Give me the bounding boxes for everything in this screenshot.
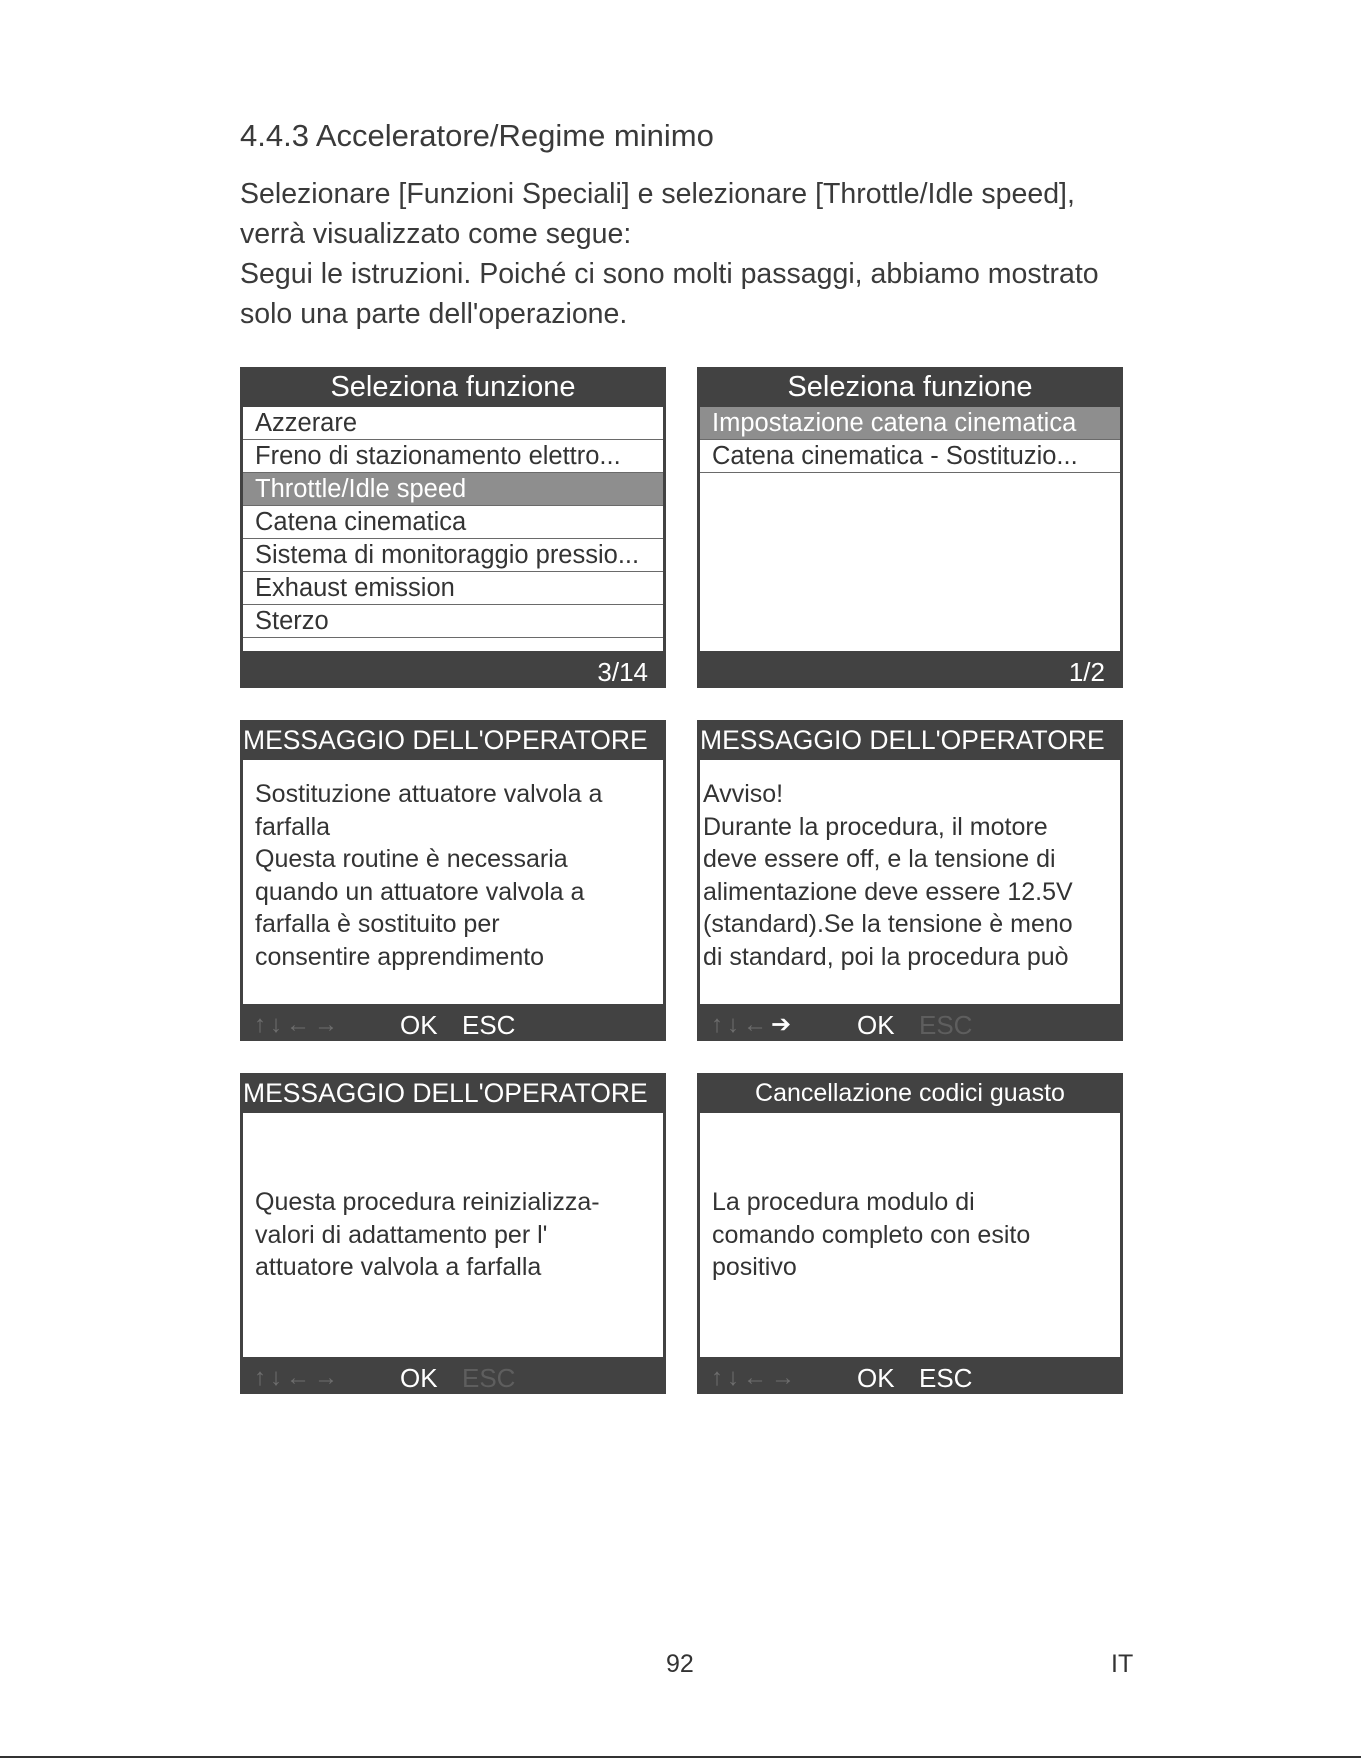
screen-title: Seleziona funzione [330,371,576,403]
list-item[interactable]: Catena cinematica - Sostituzio... [700,440,1120,473]
screen-operator-message-2 [697,720,1123,1041]
screen-title: MESSAGGIO DELL'OPERATORE [700,725,1105,755]
esc-button-disabled: ESC [919,1010,973,1040]
screen-clear-codes [697,1073,1123,1394]
screen-body [243,1113,663,1357]
screen-footer [240,1360,666,1394]
screen-operator-message-3 [240,1073,666,1394]
list-item[interactable]: Sterzo [243,605,663,638]
page-indicator: 3/14 [597,657,648,687]
list-item[interactable]: Azzerare [243,407,663,440]
list-item[interactable]: Catena cinematica [243,506,663,539]
screen-body [243,407,663,651]
esc-button[interactable]: ESC [919,1363,973,1393]
list-item-selected[interactable]: Throttle/Idle speed [243,473,663,506]
arrow-keys-dim-icon: ↑↓← [711,1011,771,1038]
list-item-selected[interactable]: Impostazione catena cinematica [700,407,1120,440]
ok-button[interactable]: OK [400,1010,438,1040]
arrow-keys-icon: ↑↓←→ [254,1011,342,1038]
page-indicator: 1/2 [1068,657,1105,687]
result-message: La procedura modulo di comando completo con esito positivo [712,1188,1031,1281]
screen-footer [697,1007,1123,1041]
arrow-keys-icon [711,1007,795,1043]
screen-operator-message-1 [240,720,666,1041]
ok-button[interactable]: OK [857,1010,895,1040]
operator-message: Sostituzione attuatore valvola a farfalla Questa routine è necessaria quando un attuatore valvola a farfalla è sostituito per consentire apprendimento [255,780,603,971]
screen-title: Cancellazione codici guasto [755,1079,1065,1107]
right-arrow-icon[interactable]: ➔ [771,1011,796,1038]
screen-body [700,1113,1120,1357]
screen-footer [240,1007,666,1041]
section-heading: 4.4.3 Acceleratore/Regime minimo [240,118,714,153]
intro-paragraph-2: Segui le istruzioni. Poiché ci sono molti passaggi, abbiamo mostrato solo una parte dell'operazione. [240,258,1099,330]
intro-paragraph-1: Selezionare [Funzioni Speciali] e selezionare [Throttle/Idle speed], verrà visualizzato come segue: [240,178,1075,250]
screen-title: Seleziona funzione [787,371,1033,403]
list-item[interactable]: Freno di stazionamento elettro... [243,440,663,473]
screen-title: MESSAGGIO DELL'OPERATORE [243,1078,648,1108]
ok-button[interactable]: OK [400,1363,438,1393]
operator-message: Avviso! Durante la procedura, il motore deve essere off, e la tensione di alimentazione deve essere 12.5V (standard).Se la tensione è meno di standard, poi la procedura può [703,780,1073,971]
screen-select-function-1 [240,367,666,688]
screen-body [243,760,663,1004]
arrow-keys-icon: ↑↓←→ [254,1364,342,1391]
function-list [243,407,663,638]
screen-body [700,760,1120,1004]
arrow-keys-icon: ↑↓←→ [711,1364,799,1391]
esc-button[interactable]: ESC [462,1010,516,1040]
list-item[interactable]: Sistema di monitoraggio pressio... [243,539,663,572]
screen-footer [697,1360,1123,1394]
page-number: 92 [666,1650,694,1678]
language-code: IT [1111,1650,1134,1678]
function-list [700,407,1120,473]
screen-body [700,407,1120,651]
intro-text [240,174,1120,334]
operator-message: Questa procedura reinizializza- valori di adattamento per l' attuatore valvola a farfalla [255,1188,600,1281]
list-item[interactable]: Exhaust emission [243,572,663,605]
screen-footer [697,654,1123,688]
bottom-divider [0,1756,1361,1758]
esc-button-disabled: ESC [462,1363,516,1393]
screen-footer [240,654,666,688]
screen-title: MESSAGGIO DELL'OPERATORE [243,725,648,755]
ok-button[interactable]: OK [857,1363,895,1393]
screen-select-function-2 [697,367,1123,688]
